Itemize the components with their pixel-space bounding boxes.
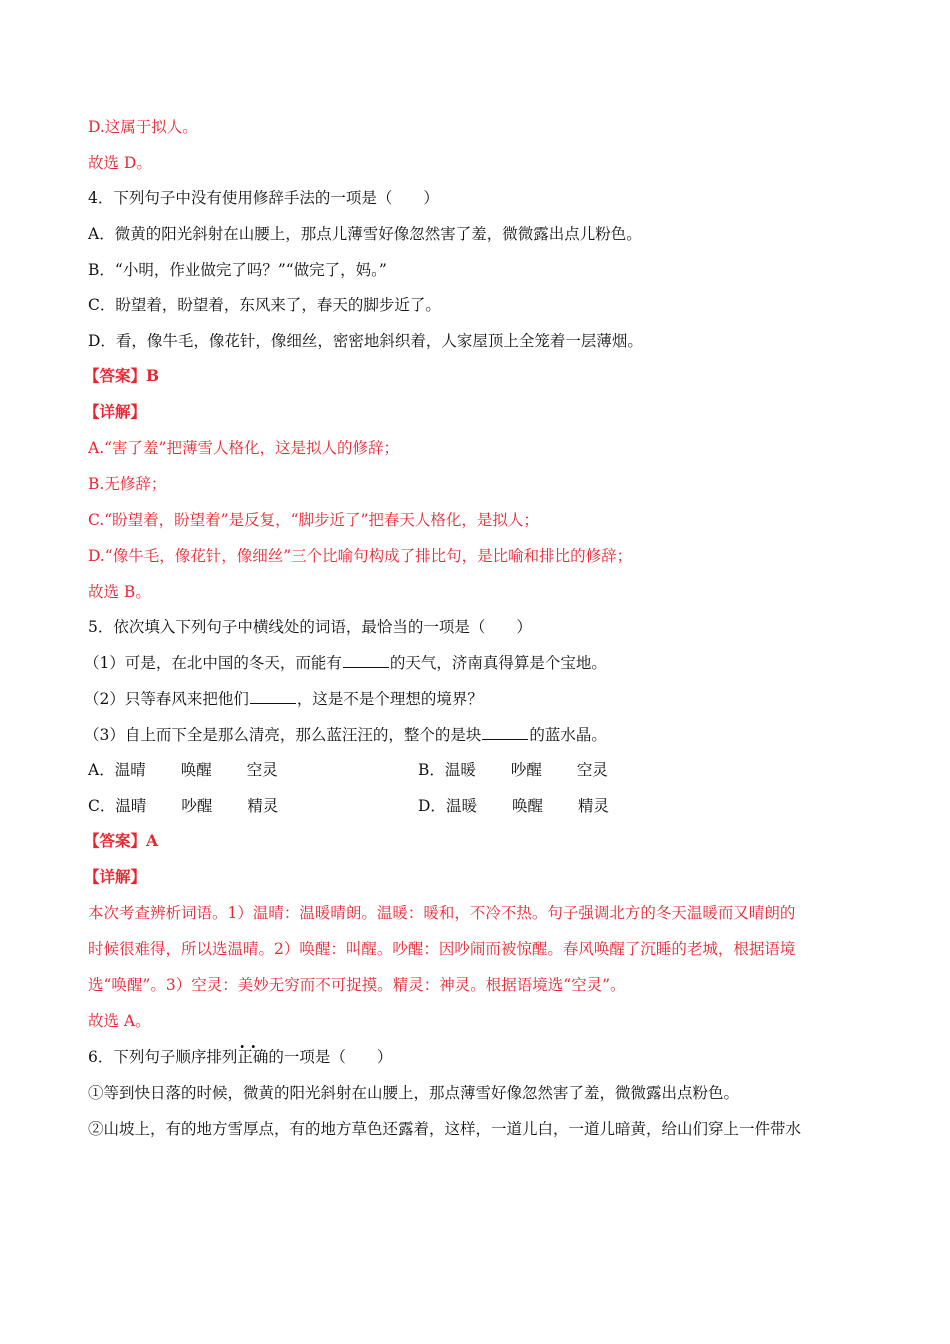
q4-choose-line: 故选 B。 [88, 583, 151, 601]
q5-sentence-1 [84, 652, 607, 674]
q5-option-c-word-1: 温晴 [115, 797, 147, 815]
q4-option-c: C．盼望着，盼望着，东风来了，春天的脚步近了。 [88, 296, 441, 314]
q5-s1-after: 的天气，济南真得算是个宝地。 [389, 654, 607, 672]
q6-stem [88, 1046, 392, 1068]
q5-option-c-word-3: 精灵 [247, 797, 279, 815]
q6-sentence-1: ①等到快日落的时候，微黄的阳光斜射在山腰上，那点薄雪好像忽然害了羞，微微露出点粉色。 [88, 1084, 740, 1102]
q4-explain-c: C.“盼望着，盼望着”是反复，“脚步近了”把春天人格化，是拟人； [88, 511, 539, 529]
q5-answer: 【答案】A [84, 831, 159, 850]
q5-option-a-word-2: 唤醒 [180, 761, 212, 779]
q5-option-c-word-2: 吵醒 [181, 797, 213, 815]
q5-option-d-word-3: 精灵 [577, 797, 609, 815]
q5-sentence-3 [84, 724, 607, 746]
q6-stem-emphasis: · · 正确 [237, 1048, 268, 1066]
q6-sentence-2: ②山坡上，有的地方雪厚点，有的地方草色还露着，这样，一道儿白，一道儿暗黄，给山们穿上一件带水 [88, 1120, 802, 1138]
q5-option-a-word-3: 空灵 [246, 761, 278, 779]
q4-answer: 【答案】B [84, 366, 160, 385]
q5-s1-blank [343, 652, 389, 668]
q4-detail-label: 【详解】 [84, 402, 147, 421]
q5-stem: 5．依次填入下列句子中横线处的词语，最恰当的一项是（ ） [88, 618, 532, 636]
q5-option-d-word-1: 温暖 [445, 797, 477, 815]
q5-s1-before: （1）可是，在北中国的冬天，而能有 [84, 654, 342, 672]
q3-option-d-explanation: D.这属于拟人。 [88, 118, 198, 136]
q4-explain-b: B.无修辞； [88, 475, 167, 493]
q5-choose-line: 故选 A。 [88, 1012, 151, 1030]
q5-detail-label: 【详解】 [84, 867, 147, 886]
q3-choose-line: 故选 D。 [88, 154, 152, 172]
q6-stem-before: 6．下列句子顺序排列 [88, 1048, 238, 1066]
q4-explain-d: D.“像牛毛，像花针，像细丝”三个比喻句构成了排比句，是比喻和排比的修辞； [88, 547, 633, 565]
q5-option-a-label: A． [88, 761, 115, 779]
q5-option-d [418, 795, 644, 817]
q5-option-d-label: D． [418, 797, 446, 815]
q5-option-b-word-3: 空灵 [576, 761, 608, 779]
q5-s3-blank [482, 724, 528, 740]
q6-stem-after: 的一项是（ ） [268, 1048, 393, 1066]
q5-option-b [418, 759, 643, 781]
q4-option-b: B．“小明，作业做完了吗？”“做完了，妈。” [88, 261, 387, 279]
q5-option-b-label: B． [418, 761, 445, 779]
q5-sentence-2 [84, 688, 483, 710]
q5-explain-line-2: 时候很难得，所以选温晴。2）唤醒：叫醒。吵醒：因吵闹而被惊醒。春风唤醒了沉睡的老城，根据语境 [88, 940, 796, 958]
q4-option-d: D．看，像牛毛，像花针，像细丝，密密地斜织着，人家屋顶上全笼着一层薄烟。 [88, 332, 643, 350]
q5-option-b-word-1: 温暖 [444, 761, 476, 779]
q5-s3-before: （3）自上而下全是那么清亮，那么蓝汪汪的，整个的是块 [84, 726, 482, 744]
q5-explain-line-3: 选“唤醒”。3）空灵：美妙无穷而不可捉摸。精灵：神灵。根据语境选“空灵”。 [88, 976, 626, 994]
q4-stem: 4．下列句子中没有使用修辞手法的一项是（ ） [88, 189, 439, 207]
q5-s2-after: ，这是不是个理想的境界？ [296, 690, 483, 708]
q5-explain-line-1: 本次考查辨析词语。1）温晴：温暖晴朗。温暖：暖和，不冷不热。句子强调北方的冬天温暖而又晴朗的 [88, 904, 796, 922]
q5-option-c-label: C． [88, 797, 116, 815]
q5-option-a-word-1: 温晴 [114, 761, 146, 779]
q4-explain-a: A.“害了羞”把薄雪人格化，这是拟人的修辞； [88, 439, 399, 457]
q5-option-b-word-2: 吵醒 [510, 761, 542, 779]
q5-option-c [88, 795, 313, 817]
q4-option-a: A．微黄的阳光斜射在山腰上，那点儿薄雪好像忽然害了羞，微微露出点儿粉色。 [88, 225, 642, 243]
q5-s3-after: 的蓝水晶。 [529, 726, 607, 744]
q5-option-a [88, 759, 313, 781]
q5-s2-blank [250, 688, 296, 704]
q5-s2-before: （2）只等春风来把他们 [84, 690, 249, 708]
q5-option-d-word-2: 唤醒 [511, 797, 543, 815]
